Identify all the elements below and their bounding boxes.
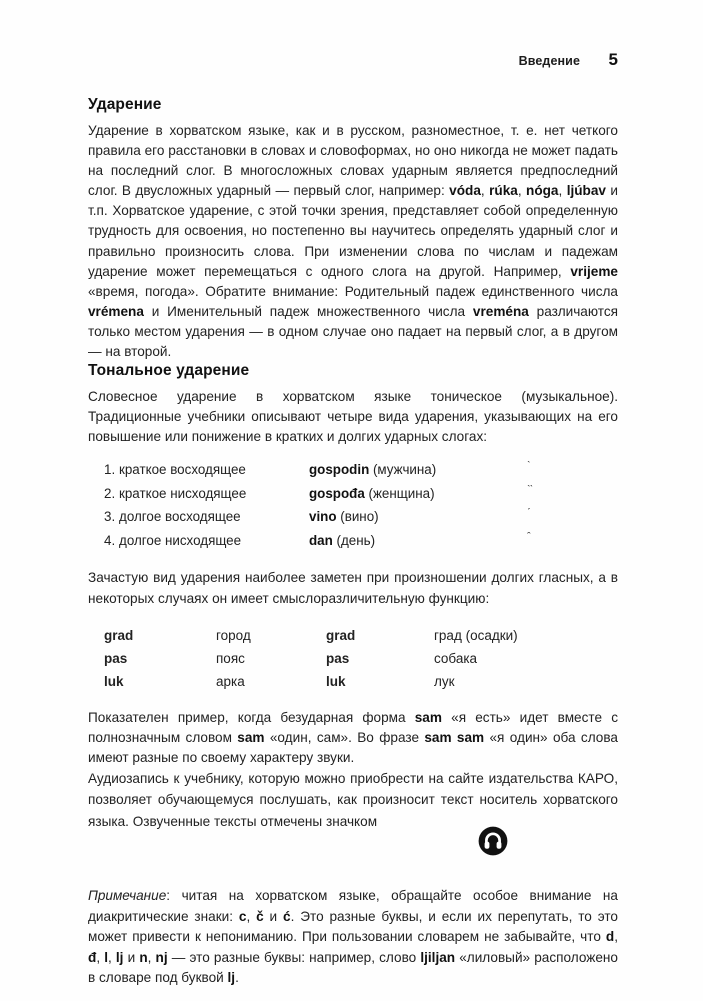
russian-gloss: лук	[434, 673, 455, 689]
croatian-word: luk	[104, 673, 124, 689]
table-row	[104, 647, 624, 670]
list-item-number: 3.	[104, 509, 116, 525]
list-item	[88, 530, 618, 554]
text-run: «я есть» идет вместе с полнозначным словом	[88, 709, 618, 745]
note-label: Примечание	[88, 888, 167, 904]
croatian-word: grad	[326, 627, 356, 643]
text-run: и Именительный падеж множественного числа	[143, 303, 473, 319]
text-run: и т.п. Хорватское ударение, с этой точки зрения, представляет собой определенную трудность для освоения, но постепенно вы научитесь определять ударный слог и правильно произносить слова. При изменении слова по числам и падежам ударение может перемещаться с одного слога на другой. Например,	[88, 183, 618, 279]
russian-gloss: город	[216, 627, 251, 643]
accent-example	[309, 506, 509, 529]
accent-type-name: долгое нисходящее	[119, 532, 242, 548]
list-item-number: 4.	[104, 532, 116, 548]
section-heading-stress: Ударение	[88, 96, 162, 113]
example-word: vino	[309, 509, 337, 525]
russian-gloss: собака	[434, 650, 478, 666]
letter-l: l	[104, 949, 108, 965]
example-gloss: (день)	[332, 532, 376, 548]
russian-gloss: арка	[216, 673, 245, 689]
text-run: «один, сам». Во фразе	[264, 729, 425, 745]
croatian-word: pas	[104, 650, 128, 666]
text-run: ,	[147, 949, 156, 965]
letter-d: d	[605, 929, 615, 945]
text-run: «время, погода». Обратите внимание: Родительный падеж единственного числа	[88, 283, 618, 299]
running-head	[88, 50, 618, 70]
text-run: — это разные буквы: например, слово	[167, 949, 421, 965]
example-gloss: (женщина)	[364, 485, 435, 501]
paragraph-audio-note: Аудиозапись к учебнику, которую можно приобрести на сайте издательства КАРО, позволяет обучающемуся послушать, как произносит текст носитель хорватского языка. Озвученные тексты отмечены значком	[88, 770, 618, 829]
croatian-phrase-sam-sam: sam sam	[424, 729, 485, 745]
page-number: 5	[608, 50, 618, 69]
letter-lj: lj	[115, 949, 124, 965]
croatian-word: pas	[326, 650, 350, 666]
list-item-number: 2.	[104, 485, 116, 501]
word-comparison-table	[104, 624, 624, 693]
headphones-icon	[478, 826, 508, 856]
text-run: ,	[96, 949, 105, 965]
example-gloss: (вино)	[336, 509, 379, 525]
croatian-word-vremena-nom: vreména	[472, 303, 529, 319]
croatian-word-noga: nóga	[526, 183, 559, 199]
section-heading-tonal: Тональное ударение	[88, 362, 250, 380]
text-run: Ударение в хорватском языке, как и в русском, разноместное, т. е. нет четкого правила его расстановки в словах и словоформах, но оно никогда не может падать на последний слог. В многосложных словах ударным является предпоследний слог. В двусложных ударный — первый слог, например:	[88, 123, 618, 199]
audio-icon-line	[88, 832, 618, 872]
example-gloss: (мужчина)	[369, 462, 437, 478]
table-row	[104, 670, 624, 693]
grave-accent-icon: ˋ	[527, 460, 530, 473]
croatian-word-ljiljan: ljiljan	[420, 949, 456, 965]
croatian-word-ruka: rúka	[489, 183, 518, 199]
text-run: Показателен пример, когда безударная форма	[88, 709, 415, 725]
croatian-word-sam-2: sam	[237, 729, 265, 745]
letter-c-caron: č	[256, 908, 264, 924]
text-run: . Это разные буквы, и если их перепутать, то это может привести к непониманию. При пользовании словарем не забывайте, что	[88, 908, 618, 945]
text-run: «лиловый» расположено в словаре под буквой	[88, 949, 618, 985]
paragraph-stress: Ударение в хорватском языке, как и в русском, разноместное, т. е. нет четкого правила его расстановки в словах и словоформах, но оно никогда не может падать на последний слог. В многосложных словах ударным является предпоследний слог. В двусложных ударный — первый слог, например: vóda, rúka, nóga, ljúbav и т.п. Хорватское ударение, с этой точки зрения, представляет собой определенную трудность для освоения, но постепенно вы научитесь определять ударный слог и правильно произносить слова. При изменении слова по числам и падежам ударение может перемещаться с одного слога на другой. Например, vrijeme «время, погода». Обратите внимание: Родительный падеж единственного числа vrémena и Именительный падеж множественного числа vreména различаются только местом ударения — в одном случае оно падает на первый слог, а в другом — на второй.	[88, 123, 618, 360]
letter-n: n	[139, 949, 148, 965]
accent-example	[309, 483, 509, 506]
russian-gloss: пояс	[216, 650, 245, 666]
croatian-word-sam-1: sam	[414, 709, 442, 725]
text-run: и	[123, 949, 140, 965]
croatian-word: grad	[104, 627, 134, 643]
example-word: gospođa	[309, 485, 365, 501]
russian-gloss: град (осадки)	[434, 627, 518, 643]
accent-type-name: долгое восходящее	[119, 509, 241, 525]
page-content	[88, 96, 618, 988]
accent-example	[309, 459, 509, 482]
text-run: «я один» оба слова имеют разные по своему характеру звуки.	[88, 729, 618, 765]
text-run: ,	[614, 929, 618, 945]
croatian-word-vrijeme: vrijeme	[570, 263, 618, 279]
running-head-title: Введение	[518, 54, 580, 68]
text-run: ,	[108, 949, 116, 965]
croatian-word-voda: vóda	[449, 183, 481, 199]
paragraph-tonal-intro: Словесное ударение в хорватском языке тоническое (музыкальное). Традиционные учебники описывают четыре вида ударения, указывающих на его повышение или понижение в кратких и долгих ударных слогах:	[88, 389, 618, 445]
example-word: dan	[309, 532, 333, 548]
accent-type-name: краткое восходящее	[119, 462, 246, 478]
croatian-word-vremena-gen: vrémena	[88, 303, 144, 319]
letter-d-stroke: đ	[88, 949, 97, 965]
croatian-word-ljubav: ljúbav	[566, 183, 606, 199]
croatian-word: luk	[326, 673, 346, 689]
accent-type-list	[88, 459, 618, 553]
paragraph-note	[88, 886, 618, 988]
text-run: ,	[246, 908, 257, 924]
paragraph-after-list: Зачастую вид ударения наиболее заметен при произношении долгих гласных, а в некоторых случаях он имеет смыслоразличительную функцию:	[88, 570, 618, 606]
note-block	[88, 886, 618, 988]
text-run: : читая на хорватском языке, обращайте особое внимание на диакритические знаки:	[88, 888, 618, 924]
text-run: и	[263, 908, 284, 924]
letter-nj: nj	[155, 949, 168, 965]
accent-type-name: краткое нисходящее	[119, 485, 247, 501]
text-run: .	[235, 970, 239, 985]
accent-example	[309, 530, 509, 553]
text-run: различаются только местом ударения — в одном случае оно падает на первый слог, а в другом — на второй.	[88, 303, 618, 360]
acute-accent-icon: ˊ	[527, 507, 530, 520]
letter-c: c	[238, 908, 247, 924]
list-item-number: 1.	[104, 462, 116, 478]
example-word: gospodin	[309, 462, 370, 478]
circumflex-accent-icon: ˆ	[527, 530, 530, 543]
table-row	[104, 624, 624, 647]
paragraph-sam-example	[88, 708, 618, 768]
double-grave-accent-icon: ˋˋ	[527, 483, 533, 496]
letter-c-acute: ć	[283, 908, 291, 924]
letter-lj-dictionary: lj	[227, 970, 236, 985]
